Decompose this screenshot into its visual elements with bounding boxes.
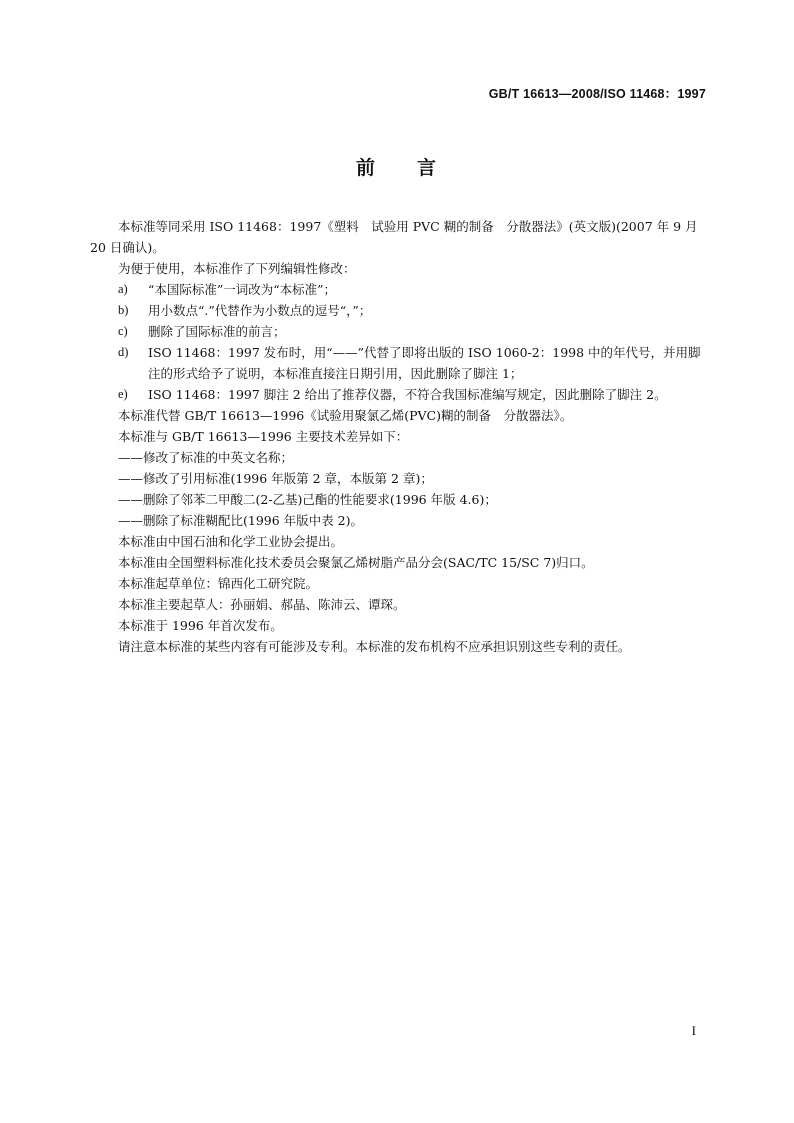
patent-notice-paragraph: 请注意本标准的某些内容有可能涉及专利。本标准的发布机构不应承担识别这些专利的责任。 [118, 639, 631, 654]
replacement-paragraph: 本标准代替 GB/T 16613—1996《试验用聚氯乙烯(PVC)糊的制备 分散器法》。 [118, 408, 573, 423]
edit-item-d [118, 342, 706, 384]
list-marker: c) [118, 324, 128, 338]
list-text: ISO 11468：1997 脚注 2 给出了推荐仪器，不符合我国标准编写规定，因此删除了脚注 2。 [148, 387, 667, 402]
edit-item-e [118, 384, 706, 405]
list-marker: b) [118, 303, 129, 317]
edit-item-c [118, 321, 706, 342]
difference-item: ——修改了标准的中英文名称； [118, 450, 294, 465]
list-marker: e) [118, 387, 128, 401]
standard-code-header: GB/T 16613—2008/ISO 11468：1997 [488, 87, 706, 101]
list-marker: a) [118, 282, 128, 296]
centralized-by-paragraph: 本标准由全国塑料标准化技术委员会聚氯乙烯树脂产品分会(SAC/TC 15/SC 7)归口。 [118, 555, 594, 570]
differences-intro: 本标准与 GB/T 16613—1996 主要技术差异如下： [118, 429, 409, 444]
foreword-body [90, 216, 706, 657]
edit-item-b [118, 300, 706, 321]
first-issue-paragraph: 本标准于 1996 年首次发布。 [118, 618, 283, 633]
list-text: ISO 11468：1997 发布时，用“——”代替了即将出版的 ISO 1060-2：1998 中的年代号，并用脚注的形式给予了说明，本标准直接注日期引用，因此删除了脚注 1； [148, 345, 701, 381]
proposer-paragraph: 本标准由中国石油和化学工业协会提出。 [118, 534, 344, 549]
drafters-paragraph: 本标准主要起草人：孙丽娟、郝晶、陈沛云、谭琛。 [118, 597, 406, 612]
edits-intro: 为便于使用，本标准作了下列编辑性修改： [118, 261, 356, 276]
page-title [0, 153, 794, 180]
list-text: “本国际标准”一词改为“本标准”； [148, 282, 337, 297]
difference-item: ——修改了引用标准(1996 年版第 2 章，本版第 2 章)； [118, 471, 433, 486]
title-char-2: 言 [417, 157, 439, 179]
list-text: 删除了国际标准的前言； [148, 324, 286, 339]
edit-item-a [118, 279, 706, 300]
drafting-unit-paragraph: 本标准起草单位：锦西化工研究院。 [118, 576, 319, 591]
adoption-paragraph: 本标准等同采用 ISO 11468：1997《塑料 试验用 PVC 糊的制备 分散器法》(英文版)(2007 年 9 月 20 日确认)。 [90, 219, 698, 255]
list-text: 用小数点“.”代替作为小数点的逗号“，”； [148, 303, 372, 318]
page-number: I [691, 1023, 696, 1038]
difference-item: ——删除了标准糊配比(1996 年版中表 2)。 [118, 513, 363, 528]
title-char-1: 前 [355, 157, 377, 179]
list-marker: d) [118, 345, 129, 359]
difference-item: ——删除了邻苯二甲酸二(2-乙基)己酯的性能要求(1996 年版 4.6)； [118, 492, 497, 507]
